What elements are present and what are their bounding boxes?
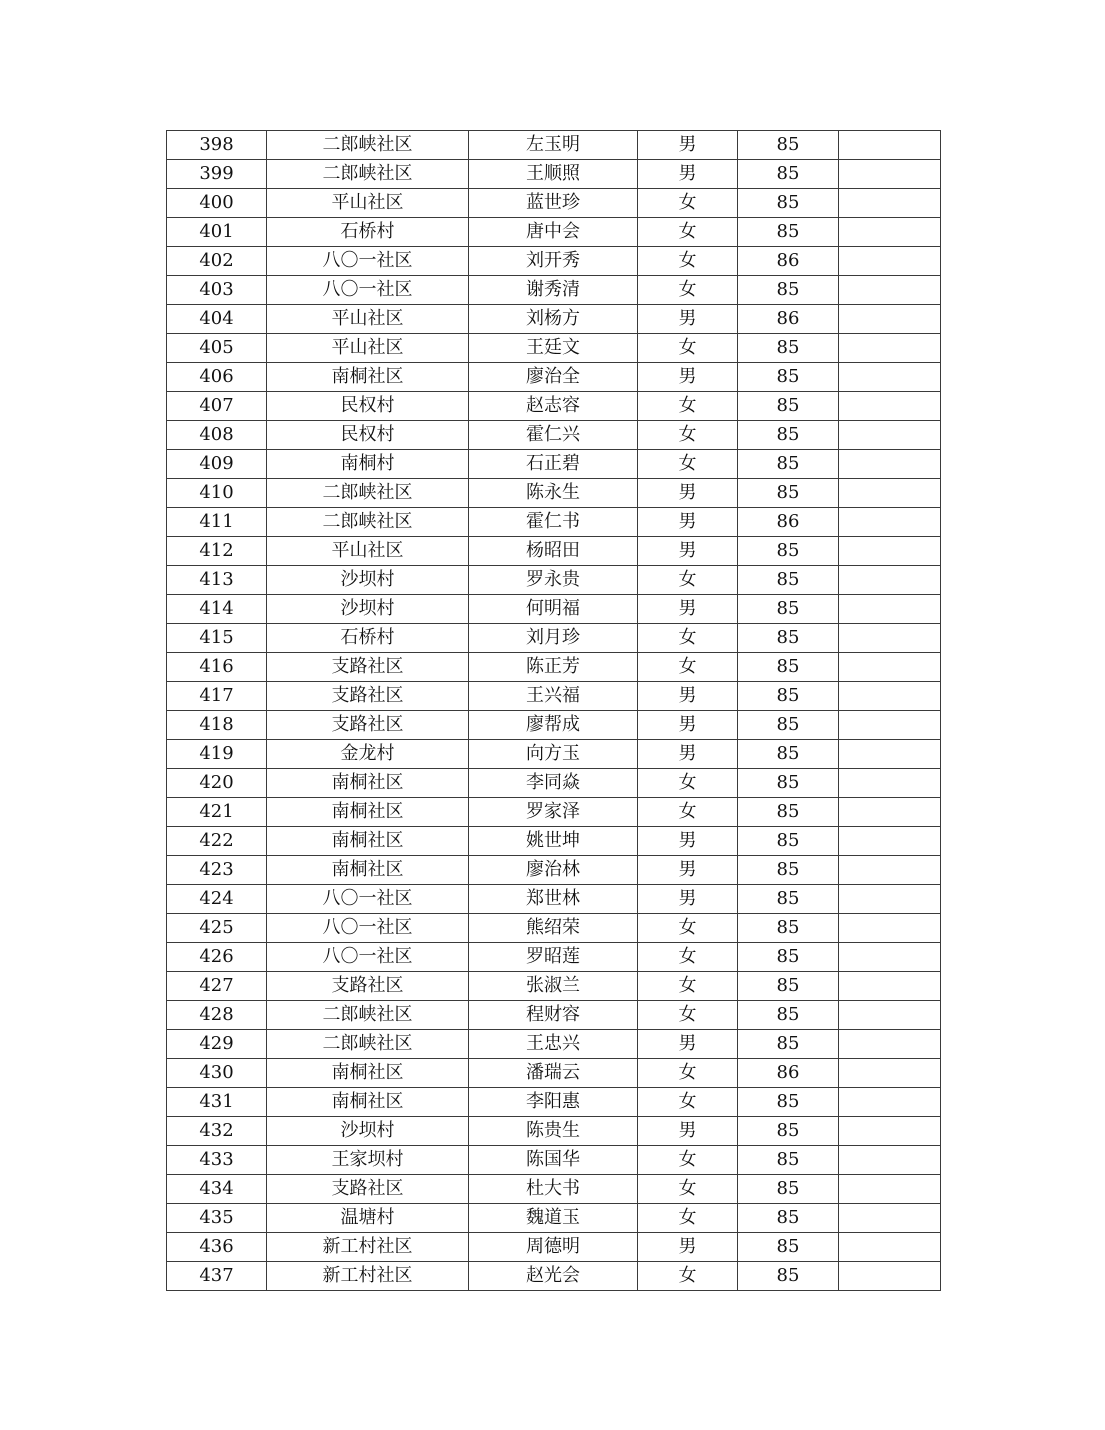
name-cell: 向方玉 xyxy=(469,740,638,769)
age-cell: 86 xyxy=(738,305,839,334)
row-number-cell: 419 xyxy=(167,740,267,769)
gender-cell: 女 xyxy=(638,798,738,827)
name-cell: 石正碧 xyxy=(469,450,638,479)
row-number-cell: 435 xyxy=(167,1204,267,1233)
community-cell: 八〇一社区 xyxy=(267,943,469,972)
age-cell: 85 xyxy=(738,1146,839,1175)
gender-cell: 女 xyxy=(638,450,738,479)
note-cell xyxy=(839,131,941,160)
note-cell xyxy=(839,856,941,885)
community-cell: 二郎峡社区 xyxy=(267,160,469,189)
note-cell xyxy=(839,566,941,595)
note-cell xyxy=(839,1088,941,1117)
row-number-cell: 405 xyxy=(167,334,267,363)
community-cell: 民权村 xyxy=(267,421,469,450)
row-number-cell: 412 xyxy=(167,537,267,566)
community-cell: 南桐社区 xyxy=(267,798,469,827)
table-row xyxy=(167,1175,941,1204)
gender-cell: 女 xyxy=(638,972,738,1001)
note-cell xyxy=(839,1175,941,1204)
name-cell: 潘瑞云 xyxy=(469,1059,638,1088)
note-cell xyxy=(839,1204,941,1233)
name-cell: 刘开秀 xyxy=(469,247,638,276)
table-row xyxy=(167,1088,941,1117)
community-cell: 温塘村 xyxy=(267,1204,469,1233)
gender-cell: 男 xyxy=(638,711,738,740)
age-cell: 85 xyxy=(738,1088,839,1117)
gender-cell: 女 xyxy=(638,653,738,682)
gender-cell: 女 xyxy=(638,1204,738,1233)
row-number-cell: 398 xyxy=(167,131,267,160)
note-cell xyxy=(839,334,941,363)
gender-cell: 男 xyxy=(638,595,738,624)
age-cell: 86 xyxy=(738,247,839,276)
note-cell xyxy=(839,972,941,1001)
age-cell: 85 xyxy=(738,189,839,218)
name-cell: 王廷文 xyxy=(469,334,638,363)
gender-cell: 男 xyxy=(638,160,738,189)
table-row xyxy=(167,682,941,711)
name-cell: 姚世坤 xyxy=(469,827,638,856)
row-number-cell: 437 xyxy=(167,1262,267,1291)
age-cell: 85 xyxy=(738,653,839,682)
note-cell xyxy=(839,305,941,334)
community-cell: 支路社区 xyxy=(267,711,469,740)
community-cell: 平山社区 xyxy=(267,189,469,218)
table-row xyxy=(167,334,941,363)
table-row xyxy=(167,653,941,682)
age-cell: 85 xyxy=(738,827,839,856)
gender-cell: 男 xyxy=(638,856,738,885)
age-cell: 85 xyxy=(738,1262,839,1291)
row-number-cell: 422 xyxy=(167,827,267,856)
table-row xyxy=(167,769,941,798)
gender-cell: 女 xyxy=(638,189,738,218)
row-number-cell: 425 xyxy=(167,914,267,943)
note-cell xyxy=(839,1030,941,1059)
community-cell: 沙坝村 xyxy=(267,1117,469,1146)
community-cell: 南桐社区 xyxy=(267,856,469,885)
age-cell: 85 xyxy=(738,392,839,421)
community-cell: 平山社区 xyxy=(267,334,469,363)
name-cell: 廖治林 xyxy=(469,856,638,885)
age-cell: 85 xyxy=(738,450,839,479)
gender-cell: 女 xyxy=(638,566,738,595)
table-row xyxy=(167,1262,941,1291)
gender-cell: 男 xyxy=(638,740,738,769)
name-cell: 罗家泽 xyxy=(469,798,638,827)
note-cell xyxy=(839,943,941,972)
gender-cell: 男 xyxy=(638,1030,738,1059)
row-number-cell: 404 xyxy=(167,305,267,334)
gender-cell: 女 xyxy=(638,1088,738,1117)
gender-cell: 女 xyxy=(638,914,738,943)
community-cell: 支路社区 xyxy=(267,653,469,682)
community-cell: 二郎峡社区 xyxy=(267,1030,469,1059)
note-cell xyxy=(839,624,941,653)
name-cell: 陈永生 xyxy=(469,479,638,508)
gender-cell: 男 xyxy=(638,305,738,334)
row-number-cell: 428 xyxy=(167,1001,267,1030)
table-row xyxy=(167,740,941,769)
row-number-cell: 418 xyxy=(167,711,267,740)
note-cell xyxy=(839,450,941,479)
row-number-cell: 411 xyxy=(167,508,267,537)
table-row xyxy=(167,537,941,566)
note-cell xyxy=(839,595,941,624)
note-cell xyxy=(839,421,941,450)
row-number-cell: 430 xyxy=(167,1059,267,1088)
community-cell: 平山社区 xyxy=(267,537,469,566)
note-cell xyxy=(839,682,941,711)
row-number-cell: 402 xyxy=(167,247,267,276)
row-number-cell: 431 xyxy=(167,1088,267,1117)
gender-cell: 女 xyxy=(638,218,738,247)
name-cell: 廖治全 xyxy=(469,363,638,392)
name-cell: 谢秀清 xyxy=(469,276,638,305)
row-number-cell: 417 xyxy=(167,682,267,711)
name-cell: 陈贵生 xyxy=(469,1117,638,1146)
community-cell: 金龙村 xyxy=(267,740,469,769)
community-cell: 石桥村 xyxy=(267,624,469,653)
name-cell: 蓝世珍 xyxy=(469,189,638,218)
note-cell xyxy=(839,653,941,682)
gender-cell: 男 xyxy=(638,363,738,392)
table-row xyxy=(167,508,941,537)
note-cell xyxy=(839,392,941,421)
gender-cell: 男 xyxy=(638,537,738,566)
row-number-cell: 407 xyxy=(167,392,267,421)
row-number-cell: 432 xyxy=(167,1117,267,1146)
row-number-cell: 426 xyxy=(167,943,267,972)
table-row xyxy=(167,450,941,479)
name-cell: 左玉明 xyxy=(469,131,638,160)
row-number-cell: 415 xyxy=(167,624,267,653)
name-cell: 魏道玉 xyxy=(469,1204,638,1233)
age-cell: 85 xyxy=(738,972,839,1001)
note-cell xyxy=(839,1262,941,1291)
name-cell: 霍仁兴 xyxy=(469,421,638,450)
table-row xyxy=(167,827,941,856)
age-cell: 85 xyxy=(738,1001,839,1030)
age-cell: 85 xyxy=(738,856,839,885)
row-number-cell: 433 xyxy=(167,1146,267,1175)
note-cell xyxy=(839,537,941,566)
table-row xyxy=(167,566,941,595)
community-cell: 民权村 xyxy=(267,392,469,421)
community-cell: 八〇一社区 xyxy=(267,885,469,914)
table-row xyxy=(167,363,941,392)
age-cell: 85 xyxy=(738,218,839,247)
table-row xyxy=(167,1117,941,1146)
name-cell: 李同焱 xyxy=(469,769,638,798)
name-cell: 赵志容 xyxy=(469,392,638,421)
gender-cell: 女 xyxy=(638,1262,738,1291)
community-cell: 沙坝村 xyxy=(267,595,469,624)
age-cell: 85 xyxy=(738,885,839,914)
name-cell: 程财容 xyxy=(469,1001,638,1030)
row-number-cell: 408 xyxy=(167,421,267,450)
name-cell: 刘月珍 xyxy=(469,624,638,653)
gender-cell: 女 xyxy=(638,247,738,276)
name-cell: 赵光会 xyxy=(469,1262,638,1291)
community-cell: 石桥村 xyxy=(267,218,469,247)
table-row xyxy=(167,624,941,653)
table-row xyxy=(167,421,941,450)
age-cell: 85 xyxy=(738,1233,839,1262)
community-cell: 南桐社区 xyxy=(267,363,469,392)
note-cell xyxy=(839,769,941,798)
table-row xyxy=(167,856,941,885)
community-cell: 南桐社区 xyxy=(267,1088,469,1117)
age-cell: 85 xyxy=(738,769,839,798)
row-number-cell: 429 xyxy=(167,1030,267,1059)
age-cell: 86 xyxy=(738,508,839,537)
gender-cell: 男 xyxy=(638,682,738,711)
name-cell: 杜大书 xyxy=(469,1175,638,1204)
roster-table xyxy=(166,130,941,1291)
name-cell: 廖帮成 xyxy=(469,711,638,740)
name-cell: 王顺照 xyxy=(469,160,638,189)
name-cell: 熊绍荣 xyxy=(469,914,638,943)
row-number-cell: 410 xyxy=(167,479,267,508)
roster-table-body xyxy=(167,131,941,1291)
row-number-cell: 420 xyxy=(167,769,267,798)
age-cell: 86 xyxy=(738,1059,839,1088)
table-row xyxy=(167,798,941,827)
note-cell xyxy=(839,827,941,856)
age-cell: 85 xyxy=(738,566,839,595)
name-cell: 霍仁书 xyxy=(469,508,638,537)
age-cell: 85 xyxy=(738,537,839,566)
row-number-cell: 400 xyxy=(167,189,267,218)
name-cell: 刘杨方 xyxy=(469,305,638,334)
age-cell: 85 xyxy=(738,479,839,508)
note-cell xyxy=(839,363,941,392)
age-cell: 85 xyxy=(738,1030,839,1059)
row-number-cell: 424 xyxy=(167,885,267,914)
name-cell: 杨昭田 xyxy=(469,537,638,566)
age-cell: 85 xyxy=(738,740,839,769)
gender-cell: 女 xyxy=(638,276,738,305)
name-cell: 王忠兴 xyxy=(469,1030,638,1059)
gender-cell: 男 xyxy=(638,479,738,508)
name-cell: 罗昭莲 xyxy=(469,943,638,972)
note-cell xyxy=(839,1059,941,1088)
community-cell: 新工村社区 xyxy=(267,1233,469,1262)
name-cell: 何明福 xyxy=(469,595,638,624)
table-row xyxy=(167,1204,941,1233)
age-cell: 85 xyxy=(738,1175,839,1204)
community-cell: 二郎峡社区 xyxy=(267,1001,469,1030)
gender-cell: 女 xyxy=(638,624,738,653)
name-cell: 罗永贵 xyxy=(469,566,638,595)
gender-cell: 女 xyxy=(638,392,738,421)
gender-cell: 男 xyxy=(638,885,738,914)
community-cell: 二郎峡社区 xyxy=(267,479,469,508)
community-cell: 支路社区 xyxy=(267,972,469,1001)
name-cell: 陈正芳 xyxy=(469,653,638,682)
row-number-cell: 421 xyxy=(167,798,267,827)
age-cell: 85 xyxy=(738,624,839,653)
row-number-cell: 399 xyxy=(167,160,267,189)
gender-cell: 女 xyxy=(638,1001,738,1030)
note-cell xyxy=(839,479,941,508)
community-cell: 八〇一社区 xyxy=(267,276,469,305)
gender-cell: 女 xyxy=(638,1146,738,1175)
row-number-cell: 427 xyxy=(167,972,267,1001)
note-cell xyxy=(839,1146,941,1175)
gender-cell: 女 xyxy=(638,334,738,363)
note-cell xyxy=(839,740,941,769)
name-cell: 王兴福 xyxy=(469,682,638,711)
age-cell: 85 xyxy=(738,798,839,827)
age-cell: 85 xyxy=(738,363,839,392)
age-cell: 85 xyxy=(738,160,839,189)
table-row xyxy=(167,305,941,334)
community-cell: 平山社区 xyxy=(267,305,469,334)
row-number-cell: 436 xyxy=(167,1233,267,1262)
table-row xyxy=(167,276,941,305)
row-number-cell: 409 xyxy=(167,450,267,479)
age-cell: 85 xyxy=(738,1204,839,1233)
note-cell xyxy=(839,189,941,218)
community-cell: 南桐社区 xyxy=(267,769,469,798)
note-cell xyxy=(839,508,941,537)
row-number-cell: 406 xyxy=(167,363,267,392)
table-row xyxy=(167,1059,941,1088)
age-cell: 85 xyxy=(738,595,839,624)
row-number-cell: 403 xyxy=(167,276,267,305)
table-row xyxy=(167,885,941,914)
gender-cell: 男 xyxy=(638,1233,738,1262)
name-cell: 李阳惠 xyxy=(469,1088,638,1117)
community-cell: 八〇一社区 xyxy=(267,247,469,276)
row-number-cell: 413 xyxy=(167,566,267,595)
gender-cell: 女 xyxy=(638,943,738,972)
community-cell: 南桐社区 xyxy=(267,827,469,856)
table-row xyxy=(167,1233,941,1262)
note-cell xyxy=(839,798,941,827)
table-row xyxy=(167,943,941,972)
note-cell xyxy=(839,1001,941,1030)
community-cell: 八〇一社区 xyxy=(267,914,469,943)
row-number-cell: 414 xyxy=(167,595,267,624)
age-cell: 85 xyxy=(738,711,839,740)
gender-cell: 男 xyxy=(638,1117,738,1146)
table-row xyxy=(167,131,941,160)
gender-cell: 男 xyxy=(638,827,738,856)
age-cell: 85 xyxy=(738,943,839,972)
table-row xyxy=(167,247,941,276)
age-cell: 85 xyxy=(738,334,839,363)
gender-cell: 女 xyxy=(638,769,738,798)
row-number-cell: 423 xyxy=(167,856,267,885)
table-row xyxy=(167,189,941,218)
name-cell: 张淑兰 xyxy=(469,972,638,1001)
community-cell: 南桐社区 xyxy=(267,1059,469,1088)
table-row xyxy=(167,1030,941,1059)
gender-cell: 男 xyxy=(638,508,738,537)
age-cell: 85 xyxy=(738,131,839,160)
community-cell: 南桐村 xyxy=(267,450,469,479)
age-cell: 85 xyxy=(738,682,839,711)
note-cell xyxy=(839,1233,941,1262)
row-number-cell: 434 xyxy=(167,1175,267,1204)
table-row xyxy=(167,711,941,740)
gender-cell: 女 xyxy=(638,1175,738,1204)
table-row xyxy=(167,479,941,508)
table-row xyxy=(167,218,941,247)
table-row xyxy=(167,160,941,189)
table-row xyxy=(167,1146,941,1175)
name-cell: 郑世林 xyxy=(469,885,638,914)
table-row xyxy=(167,595,941,624)
note-cell xyxy=(839,885,941,914)
table-row xyxy=(167,392,941,421)
gender-cell: 女 xyxy=(638,421,738,450)
table-row xyxy=(167,972,941,1001)
age-cell: 85 xyxy=(738,421,839,450)
age-cell: 85 xyxy=(738,276,839,305)
note-cell xyxy=(839,160,941,189)
community-cell: 王家坝村 xyxy=(267,1146,469,1175)
community-cell: 二郎峡社区 xyxy=(267,131,469,160)
name-cell: 周德明 xyxy=(469,1233,638,1262)
row-number-cell: 401 xyxy=(167,218,267,247)
gender-cell: 女 xyxy=(638,1059,738,1088)
community-cell: 支路社区 xyxy=(267,1175,469,1204)
name-cell: 陈国华 xyxy=(469,1146,638,1175)
age-cell: 85 xyxy=(738,1117,839,1146)
note-cell xyxy=(839,276,941,305)
name-cell: 唐中会 xyxy=(469,218,638,247)
community-cell: 支路社区 xyxy=(267,682,469,711)
note-cell xyxy=(839,711,941,740)
age-cell: 85 xyxy=(738,914,839,943)
note-cell xyxy=(839,218,941,247)
community-cell: 新工村社区 xyxy=(267,1262,469,1291)
note-cell xyxy=(839,914,941,943)
community-cell: 二郎峡社区 xyxy=(267,508,469,537)
note-cell xyxy=(839,247,941,276)
table-row xyxy=(167,914,941,943)
community-cell: 沙坝村 xyxy=(267,566,469,595)
gender-cell: 男 xyxy=(638,131,738,160)
row-number-cell: 416 xyxy=(167,653,267,682)
note-cell xyxy=(839,1117,941,1146)
table-row xyxy=(167,1001,941,1030)
